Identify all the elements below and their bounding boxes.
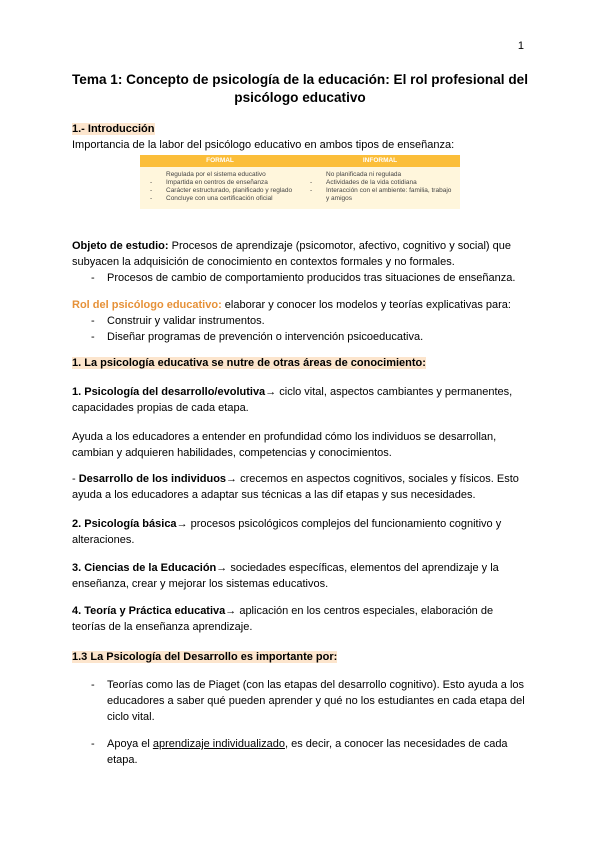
- desarrollo-section: [72, 384, 528, 416]
- teoria-section: [72, 603, 528, 635]
- section13-list: [72, 677, 528, 725]
- desarrollo-paragraph: Ayuda a los educadores a entender en profundidad cómo los individuos se desarrollan, cambian y adquieren habilidades, competencias y conocimientos.: [72, 431, 497, 459]
- individuos-text: → crecemos en aspectos cognitivos, sociales y físicos. Esto ayuda a los educadores a adaptar sus técnicas a las dif etapas y sus necesidades.: [72, 473, 519, 501]
- page-number: 1: [517, 40, 524, 52]
- objeto-text: Procesos de aprendizaje (psicomotor, afectivo, cognitivo y social) que subyacen la adquisición de conocimiento en contextos formales y no formales.: [72, 240, 511, 268]
- ciencias-section: [72, 560, 528, 592]
- intro-heading: 1.- Introducción: [72, 123, 155, 135]
- list-item: - Impartida en centros de enseñanza: [144, 179, 296, 187]
- ciencias-label: 3. Ciencias de la Educación: [72, 562, 217, 574]
- rol-label: Rol del psicólogo educativo:: [72, 299, 222, 311]
- list-item: - Construir y validar instrumentos.: [72, 313, 528, 329]
- bullet2-post: , es decir, a conocer las necesidades de cada etapa.: [107, 738, 508, 766]
- comparison-table: [140, 155, 460, 209]
- section1-heading: 1. La psicología educativa se nutre de otras áreas de conocimiento:: [72, 357, 426, 369]
- list-item: - Concluye con una certificación oficial: [144, 195, 296, 203]
- list-item: No planificada ni regulada: [326, 171, 402, 178]
- table-cell-informal: [300, 167, 460, 209]
- section13-heading-block: [72, 649, 528, 665]
- objeto-label: Objeto de estudio:: [72, 240, 169, 252]
- desarrollo-text: → ciclo vital, aspectos cambiantes y permanentes, capacidades propias de cada etapa.: [72, 386, 513, 414]
- teoria-label: 4. Teoría y Práctica educativa: [72, 605, 226, 617]
- desarrollo-label: 1. Psicología del desarrollo/evolutiva: [72, 386, 266, 398]
- basica-text: → procesos psicológicos complejos del funcionamiento cognitivo y alteraciones.: [72, 518, 502, 546]
- individuos-prefix: -: [72, 473, 79, 485]
- list-item: - Teorías como las de Piaget (con las etapas del desarrollo cognitivo). Esto ayuda a los educadores a saber qué pueden aprender y qué no los estudiantes en cada etapa del ciclo vital.: [72, 677, 528, 725]
- rol-section: [72, 297, 528, 345]
- section13-list-2: [72, 736, 528, 768]
- section1-heading-block: [72, 355, 528, 371]
- bullet2-pre: Apoya el: [107, 738, 153, 750]
- list-item: - Diseñar programas de prevención o intervención psicoeducativa.: [72, 329, 528, 345]
- aprendizaje-individualizado-text: aprendizaje individualizado: [152, 738, 285, 750]
- rol-text: elaborar y conocer los modelos y teorías explicativas para:: [221, 299, 511, 311]
- individuos-label: Desarrollo de los individuos: [78, 473, 227, 485]
- list-item: Regulada por el sistema educativo: [166, 171, 266, 178]
- intro-section: [72, 121, 528, 153]
- basica-label: 2. Psicología básica: [72, 518, 177, 530]
- table-cell-formal: [140, 167, 300, 209]
- ciencias-text: → sociedades específicas, elementos del aprendizaje y la enseñanza, crear y mejorar los sistemas educativos.: [72, 562, 499, 590]
- list-item: - Procesos de cambio de comportamiento producidos tras situaciones de enseñanza.: [72, 270, 528, 286]
- page-title: Tema 1: Concepto de psicología de la educación: El rol profesional del psicólogo educativo: [72, 72, 528, 105]
- table-header-formal: FORMAL: [140, 155, 300, 167]
- individuos-section: [72, 471, 528, 503]
- teoria-text: → aplicación en los centros especiales, elaboración de teorías de la enseñanza aprendizaje.: [72, 605, 494, 633]
- list-item: [72, 736, 528, 768]
- objeto-section: [72, 238, 528, 286]
- basica-section: [72, 516, 528, 548]
- section13-heading: 1.3 La Psicología del Desarrollo es importante por:: [72, 651, 338, 663]
- table-header-informal: INFORMAL: [300, 155, 460, 167]
- list-item: - Interacción con el ambiente: familia, trabajo y amigos: [304, 187, 456, 203]
- desarrollo-paragraph-block: [72, 429, 528, 461]
- list-item: - Carácter estructurado, planificado y reglado: [144, 187, 296, 195]
- list-item: - Actividades de la vida cotidiana: [304, 179, 456, 187]
- intro-text: Importancia de la labor del psicólogo educativo en ambos tipos de enseñanza:: [72, 139, 455, 151]
